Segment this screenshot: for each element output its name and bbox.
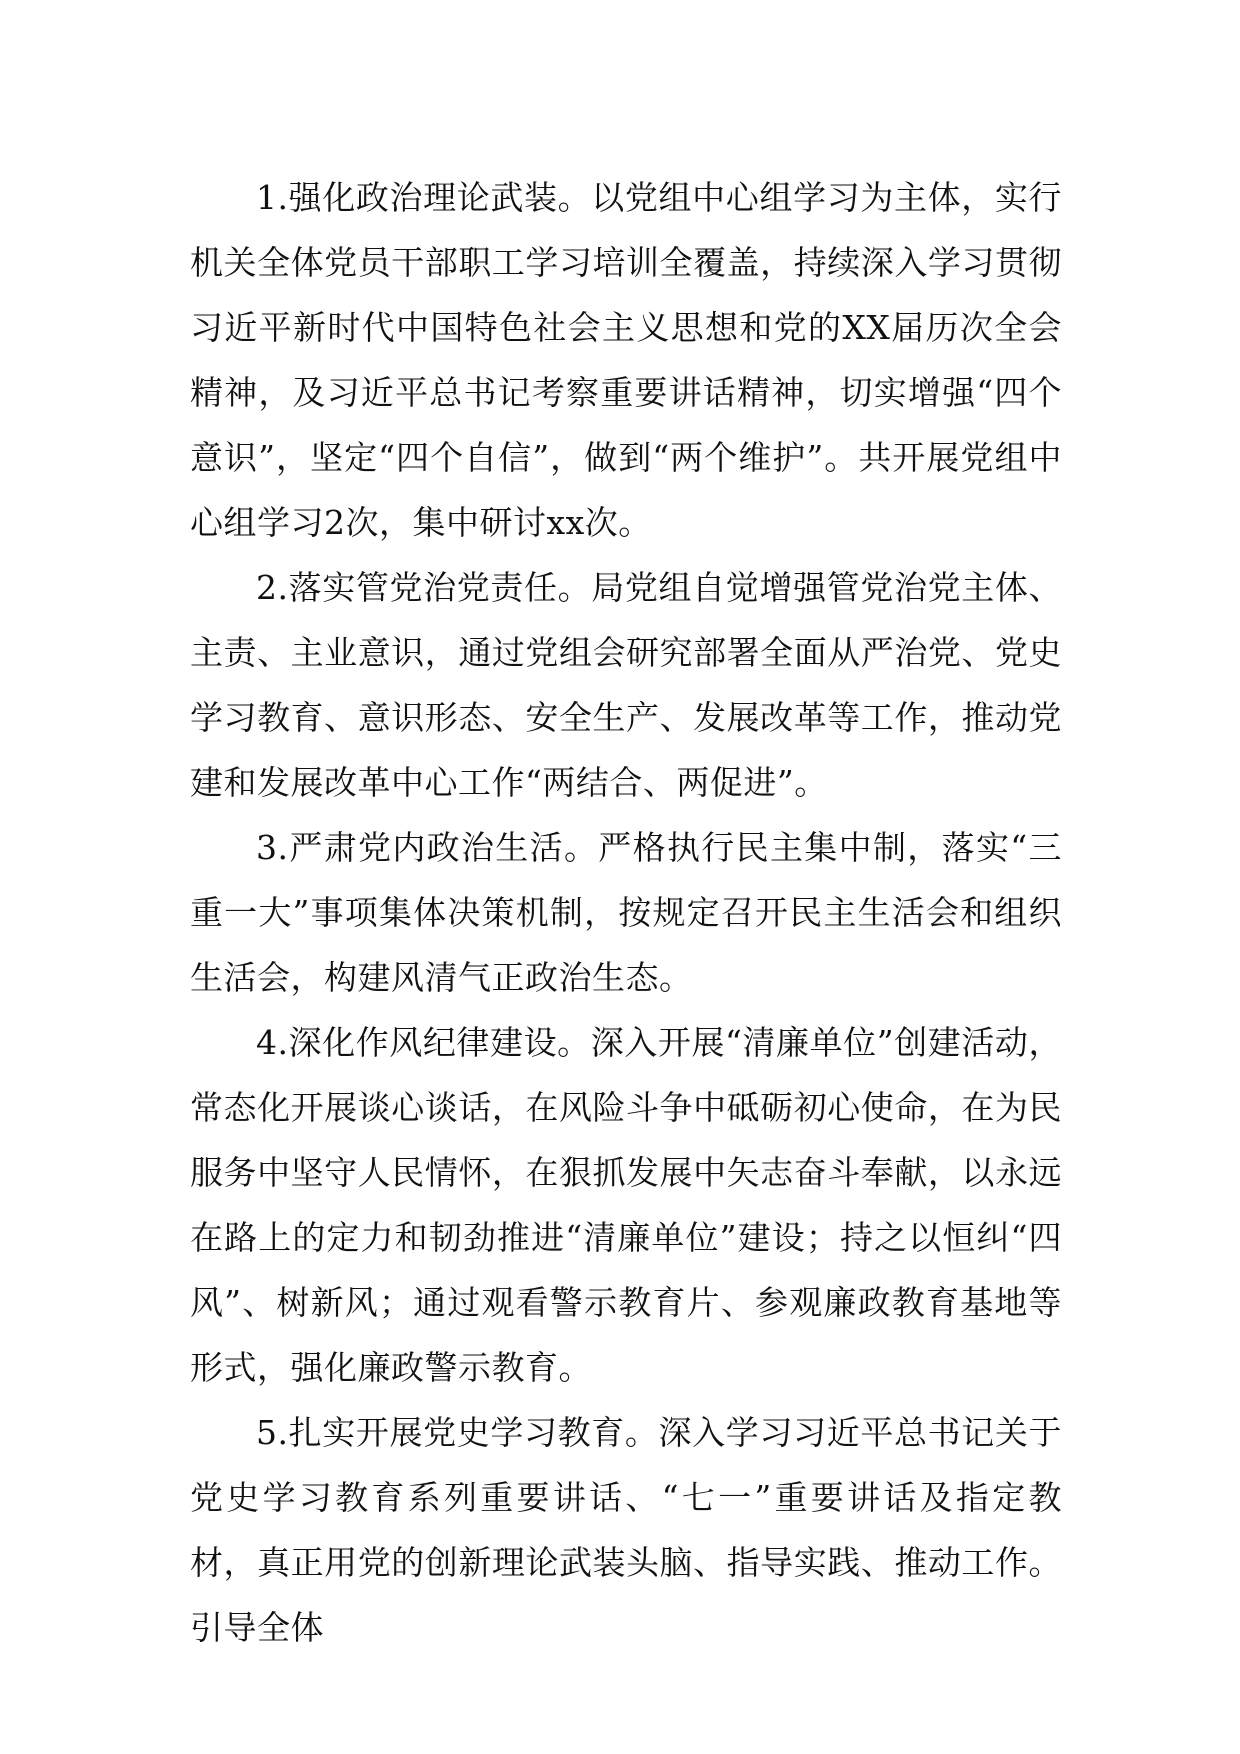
document-body	[190, 165, 1062, 1660]
paragraph-political-theory: 1.强化政治理论武装。以党组中心组学习为主体，实行机关全体党员干部职工学习培训全覆盖，持续深入学习贯彻习近平新时代中国特色社会主义思想和党的XX届历次全会精神，及习近平总书记考察重要讲话精神，切实增强“四个意识”，坚定“四个自信”，做到“两个维护”。共开展党组中心组学习2次，集中研讨xx次。	[190, 178, 1062, 542]
paragraph-political-life: 3.严肃党内政治生活。严格执行民主集中制，落实“三重一大”事项集体决策机制，按规定召开民主生活会和组织生活会，构建风清气正政治生态。	[190, 828, 1062, 997]
paragraph-work-style-discipline: 4.深化作风纪律建设。深入开展“清廉单位”创建活动，常态化开展谈心谈话，在风险斗争中砥砺初心使命，在为民服务中坚守人民情怀，在狠抓发展中矢志奋斗奉献，以永远在路上的定力和韧劲推进“清廉单位”建设；持之以恒纠“四风”、树新风；通过观看警示教育片、参观廉政教育基地等形式，强化廉政警示教育。	[190, 1023, 1062, 1387]
paragraph-party-governance: 2.落实管党治党责任。局党组自觉增强管党治党主体、主责、主业意识，通过党组会研究部署全面从严治党、党史学习教育、意识形态、安全生产、发展改革等工作，推动党建和发展改革中心工作“两结合、两促进”。	[190, 568, 1062, 802]
paragraph-party-history-education: 5.扎实开展党史学习教育。深入学习习近平总书记关于党史学习教育系列重要讲话、“七一”重要讲话及指定教材，真正用党的创新理论武装头脑、指导实践、推动工作。引导全体	[190, 1413, 1062, 1647]
